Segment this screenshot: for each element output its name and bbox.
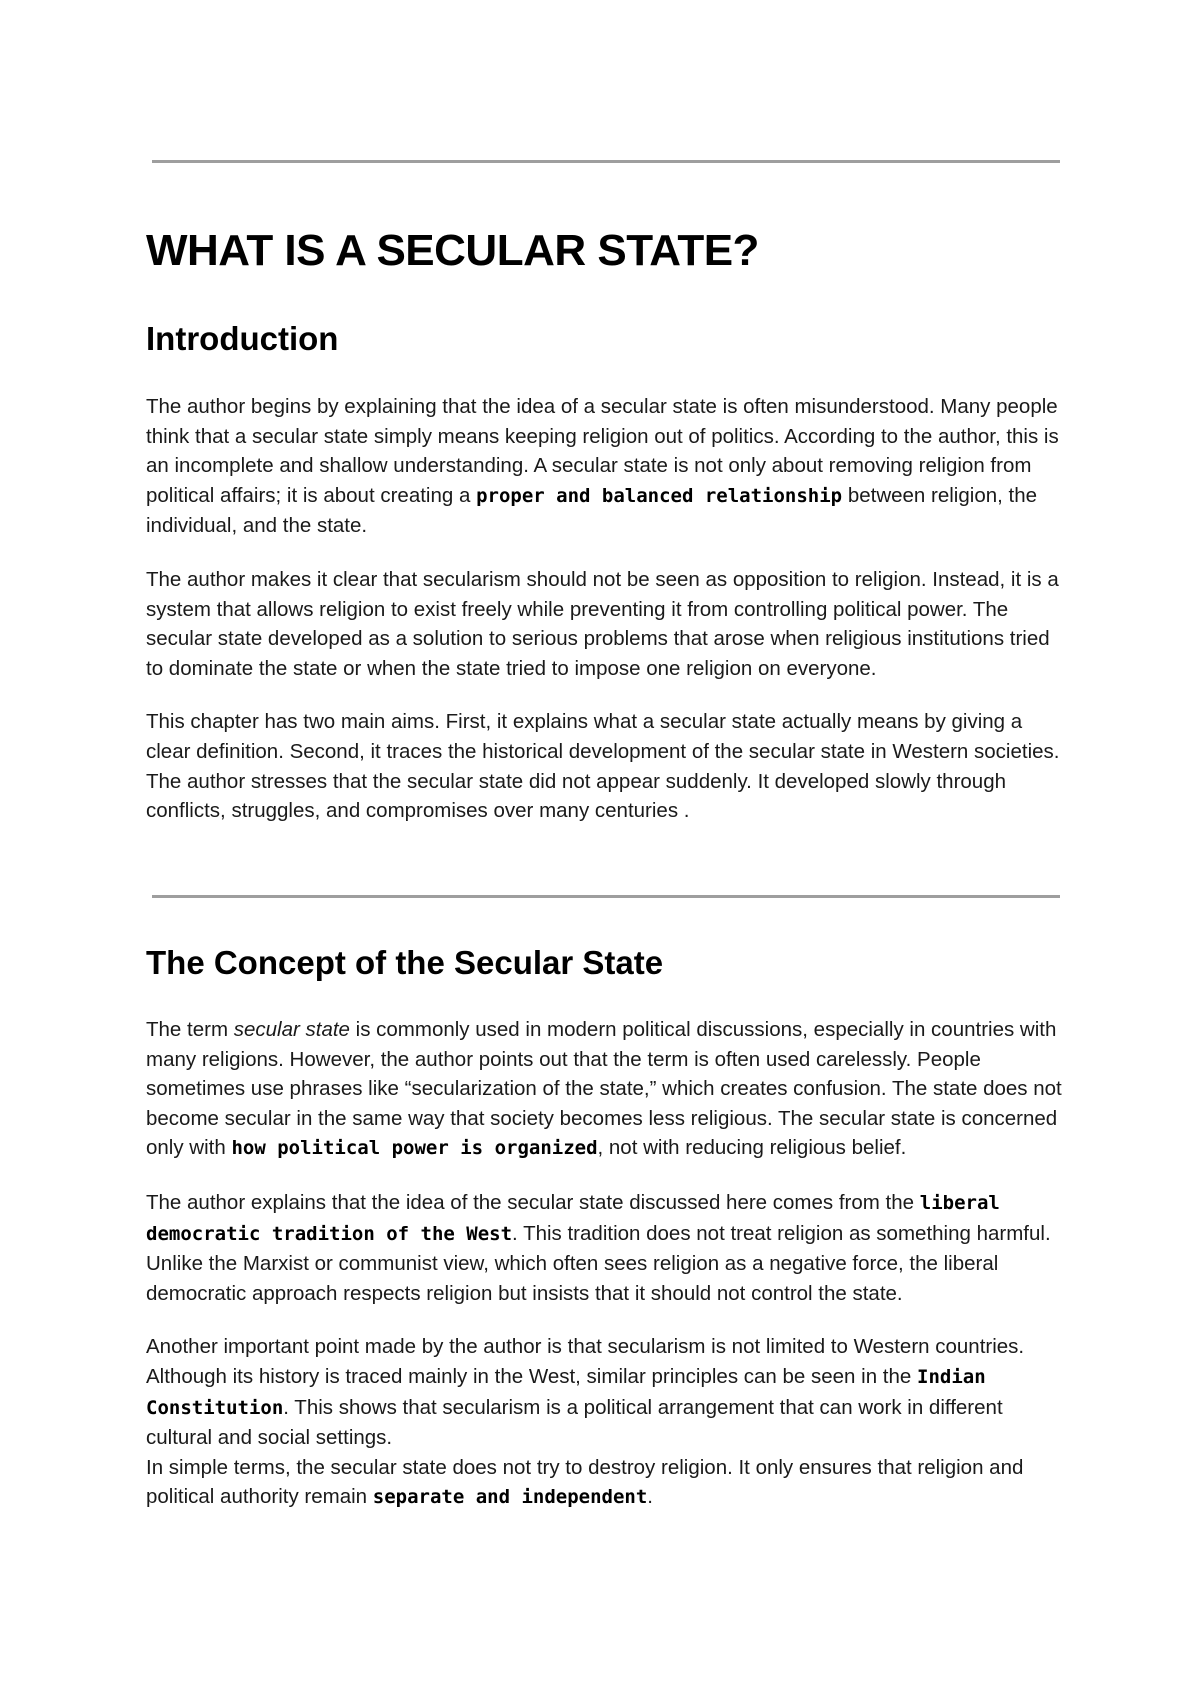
concept-paragraph-2: The author explains that the idea of the secular state discussed here comes from the liberal democratic tradition of the West. This tradition does not treat religion as something harmful. Unlike the Marxist or communist view, which often sees religion as a negative force, the liberal democratic approach respects religion but insists that it should not control the state. xyxy=(146,1190,1051,1305)
bold-phrase: proper and balanced relationship xyxy=(476,484,843,507)
intro-paragraph-1: The author begins by explaining that the idea of a secular state is often misunderstood. Many people think that a secular state simply means keeping religion out of politics. According to the author, this is an incomplete and shallow understanding. A secular state is not only about removing religion from political affairs; it is about creating a proper and balanced relationship between religion, the individual, and the state. xyxy=(146,395,1059,538)
bold-phrase: how political power is organized xyxy=(231,1137,598,1160)
intro-paragraph-3: This chapter has two main aims. First, it explains what a secular state actually means by giving a clear definition. Second, it traces the historical development of the secular state in Western societies. The author stresses that the secular state did not appear suddenly. It developed slowly through conflicts, struggles, and compromises over many centuries . xyxy=(146,710,1060,823)
section-concept xyxy=(146,1015,1066,1513)
intro-paragraph-2: The author makes it clear that secularism should not be seen as opposition to religion. Instead, it is a system that allows religion to exist freely while preventing it from controlling political power. The secular state developed as a solution to serious problems that arose when religious institutions tried to dominate the state or when the state tried to impose one religion on everyone. xyxy=(146,567,1059,680)
horizontal-rule-top xyxy=(152,160,1060,163)
concept-paragraph-3: Another important point made by the author is that secularism is not limited to Western countries. Although its history is traced mainly in the West, similar principles can be seen in the Indian Constitution. This shows that secularism is a political arrangement that can work in different cultural and social settings. xyxy=(146,1335,1025,1450)
bold-phrase: liberal democratic tradition of the West xyxy=(146,1191,1000,1245)
section-heading-introduction: Introduction xyxy=(146,320,339,357)
section-introduction xyxy=(146,392,1066,850)
bold-phrase: Indian Constitution xyxy=(146,1365,986,1419)
concept-paragraph-1: The term secular state is commonly used in modern political discussions, especially in countries with many religions. However, the author points out that the term is often used carelessly. People sometimes use phrases like “secularization of the state,” which creates confusion. The state does not become secular in the same way that society becomes less religious. The secular state is concerned only with how political power is organized, not with reducing religious belief. xyxy=(146,1018,1062,1160)
section-heading-concept: The Concept of the Secular State xyxy=(146,944,664,981)
page-title: WHAT IS A SECULAR STATE? xyxy=(146,226,759,275)
horizontal-rule-middle xyxy=(152,895,1060,898)
concept-paragraph-4: In simple terms, the secular state does not try to destroy religion. It only ensures that religion and political authority remain separate and independent. xyxy=(146,1455,1024,1509)
italic-term: secular state xyxy=(233,1018,350,1041)
bold-phrase: separate and independent xyxy=(372,1486,648,1509)
